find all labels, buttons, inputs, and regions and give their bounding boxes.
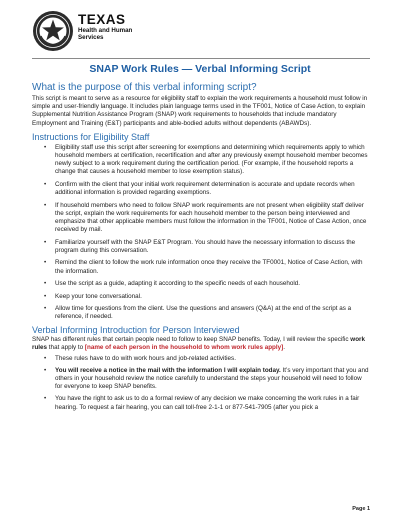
bullet-icon: • — [44, 292, 47, 300]
bullet-icon: • — [44, 180, 47, 188]
list-item — [32, 395, 370, 411]
bullet-icon: • — [44, 143, 47, 151]
bullet-icon: • — [44, 366, 47, 374]
list-item — [32, 355, 370, 363]
list-item-text: These rules have to do with work hours and job-related activities. — [55, 354, 236, 362]
bullet-icon: • — [44, 201, 47, 209]
section-purpose-heading: What is the purpose of this verbal informing script? — [32, 82, 257, 93]
intro-text-1: SNAP has different rules that certain people need to follow to keep SNAP benefits. Today, I will review the specific — [32, 335, 351, 343]
section-introduction-heading: Verbal Informing Introduction for Person Interviewed — [32, 324, 240, 335]
section-purpose-body: This script is meant to serve as a resource for eligibility staff to explain the work requirements a household must follow in simple and user-friendly language. It includes plain language terms used in the TF001, Notice of Case Action, to explain Supplemental Nutrition Assistance Program (SNAP) work requirements to households that include mandatory Employment and Training (E&T) participants and able-bodied adults without dependents (ABAWDs). — [32, 95, 368, 127]
logo-line-2: Health and Human — [78, 27, 133, 34]
page-header — [32, 10, 372, 58]
document-title: SNAP Work Rules — Verbal Informing Script — [89, 63, 311, 75]
introduction-list — [32, 355, 370, 412]
logo-line-3: Services — [78, 34, 104, 41]
list-item-text: Allow time for questions from the client. Use the questions and answers (Q&A) at the end of the script as a reference, if needed. — [55, 305, 352, 321]
header-divider — [32, 58, 370, 59]
agency-wordmark — [78, 13, 132, 41]
list-item-text: Use the script as a guide, adapting it according to the specific needs of each household. — [55, 280, 301, 288]
bullet-icon: • — [44, 354, 47, 362]
intro-text-end: . — [283, 343, 286, 351]
list-item — [32, 202, 370, 235]
list-item-text: Eligibility staff use this script after screening for exemptions and determining which requirements apply to which household members at certification, recertification and after any previously exempt household member becomes newly subject to a work requirement during the certification period. (For example, if the household reports a change that causes a household member to lose exemption status). — [55, 143, 368, 176]
list-item-text: It’s very important that you and others in your household review the notice carefully to understand the steps your household will need to follow for everyone to keep SNAP benefits. — [55, 366, 369, 391]
texas-seal-logo-icon — [32, 10, 74, 52]
list-item — [32, 280, 370, 288]
section-instructions-heading: Instructions for Eligibility Staff — [32, 131, 150, 142]
bullet-icon: • — [44, 280, 47, 288]
intro-placeholder-names: [name of each person in the household to whom work rules apply] — [84, 343, 284, 351]
list-item — [32, 259, 370, 275]
list-item-text: You have the right to ask us to do a formal review of any decision we make concerning the work rules in a fair hearing. To request a fair hearing, you can call toll-free 2-1-1 or 877-541-7905 (after you pick a — [55, 395, 360, 411]
document-body — [32, 82, 370, 412]
bullet-icon: • — [44, 395, 47, 403]
bullet-icon: • — [44, 238, 47, 246]
list-item-text: Keep your tone conversational. — [55, 292, 142, 300]
intro-text-2: that apply to — [47, 343, 85, 351]
instructions-list — [32, 144, 370, 322]
list-item — [32, 144, 370, 177]
bullet-icon: • — [44, 259, 47, 267]
page-number: Page 1 — [352, 506, 370, 512]
list-item-bold-text: You will receive a notice in the mail with the information I will explain today. — [55, 366, 281, 374]
intro-bold-work-rules: work rules — [32, 335, 365, 351]
section-introduction-body — [32, 336, 370, 352]
list-item-text: Familiarize yourself with the SNAP E&T Program. You should have the necessary information to discuss the program during this conversation. — [55, 238, 356, 254]
list-item-text: If household members who need to follow SNAP work requirements are not present when eligibility staff deliver the script, explain the work requirements for each household member to the person being interviewed and emphasize that other applicable members must follow the information in the TF001, Notice of Case Action, once received by mail. — [55, 201, 367, 234]
list-item — [32, 305, 370, 321]
list-item — [32, 239, 370, 255]
list-item-text: Confirm with the client that your initial work requirement determination is accurate and update records when additional information is provided regarding exemptions. — [55, 180, 355, 197]
logo-texas-text: TEXAS — [78, 12, 126, 27]
list-item — [32, 293, 370, 301]
bullet-icon: • — [44, 305, 47, 313]
list-item — [32, 181, 370, 197]
list-item — [32, 367, 370, 392]
list-item-text: Remind the client to follow the work rule information once they receive the TF0001, Notice of Case Action, with the information. — [55, 259, 363, 275]
